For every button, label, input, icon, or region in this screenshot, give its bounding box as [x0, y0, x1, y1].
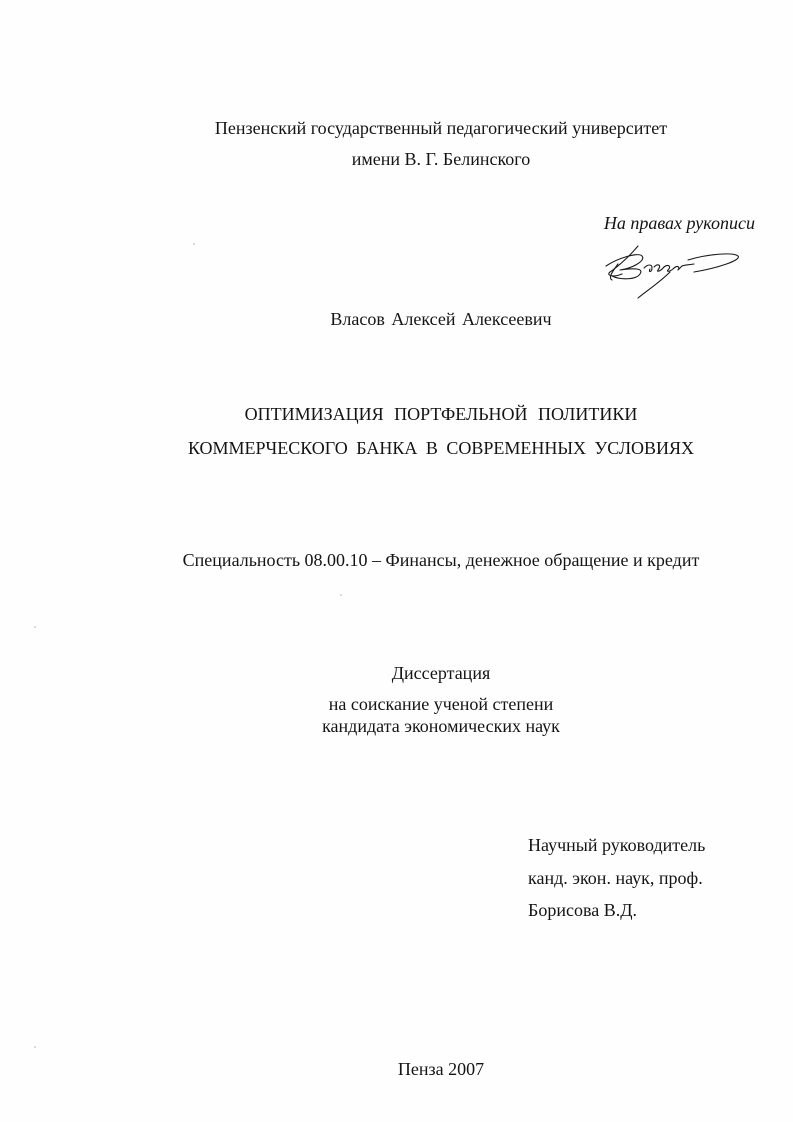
author-name: Власов Алексей Алексеевич: [330, 309, 552, 329]
city-year: Пенза 2007: [397, 1059, 485, 1079]
degree-purpose-line2: кандидата экономических наук: [322, 716, 560, 736]
advisor-name: Борисова В.Д.: [528, 900, 637, 920]
advisor-degree: канд. экон. наук, проф.: [528, 868, 703, 888]
handwritten-signature-icon: [598, 238, 748, 302]
scan-speck: [34, 626, 36, 628]
dissertation-title-line1: ОПТИМИЗАЦИЯ ПОРТФЕЛЬНОЙ ПОЛИТИКИ: [244, 404, 638, 424]
advisor-role: Научный руководитель: [528, 835, 706, 855]
degree-purpose-line1: на соискание ученой степени: [328, 694, 554, 714]
manuscript-rights-note: На правах рукописи: [603, 213, 755, 233]
university-name: Пензенский государственный педагогический университет: [214, 118, 668, 138]
scan-speck: [34, 1046, 36, 1048]
scan-speck: [193, 243, 195, 245]
specialty-code: Специальность 08.00.10 – Финансы, денежное обращение и кредит: [182, 550, 700, 570]
dissertation-title-line2: КОММЕРЧЕСКОГО БАНКА В СОВРЕМЕННЫХ УСЛОВИЯХ: [187, 438, 695, 458]
work-type: Диссертация: [391, 663, 491, 683]
university-name-dedication: имени В. Г. Белинского: [351, 149, 531, 169]
scan-speck: [340, 594, 342, 596]
